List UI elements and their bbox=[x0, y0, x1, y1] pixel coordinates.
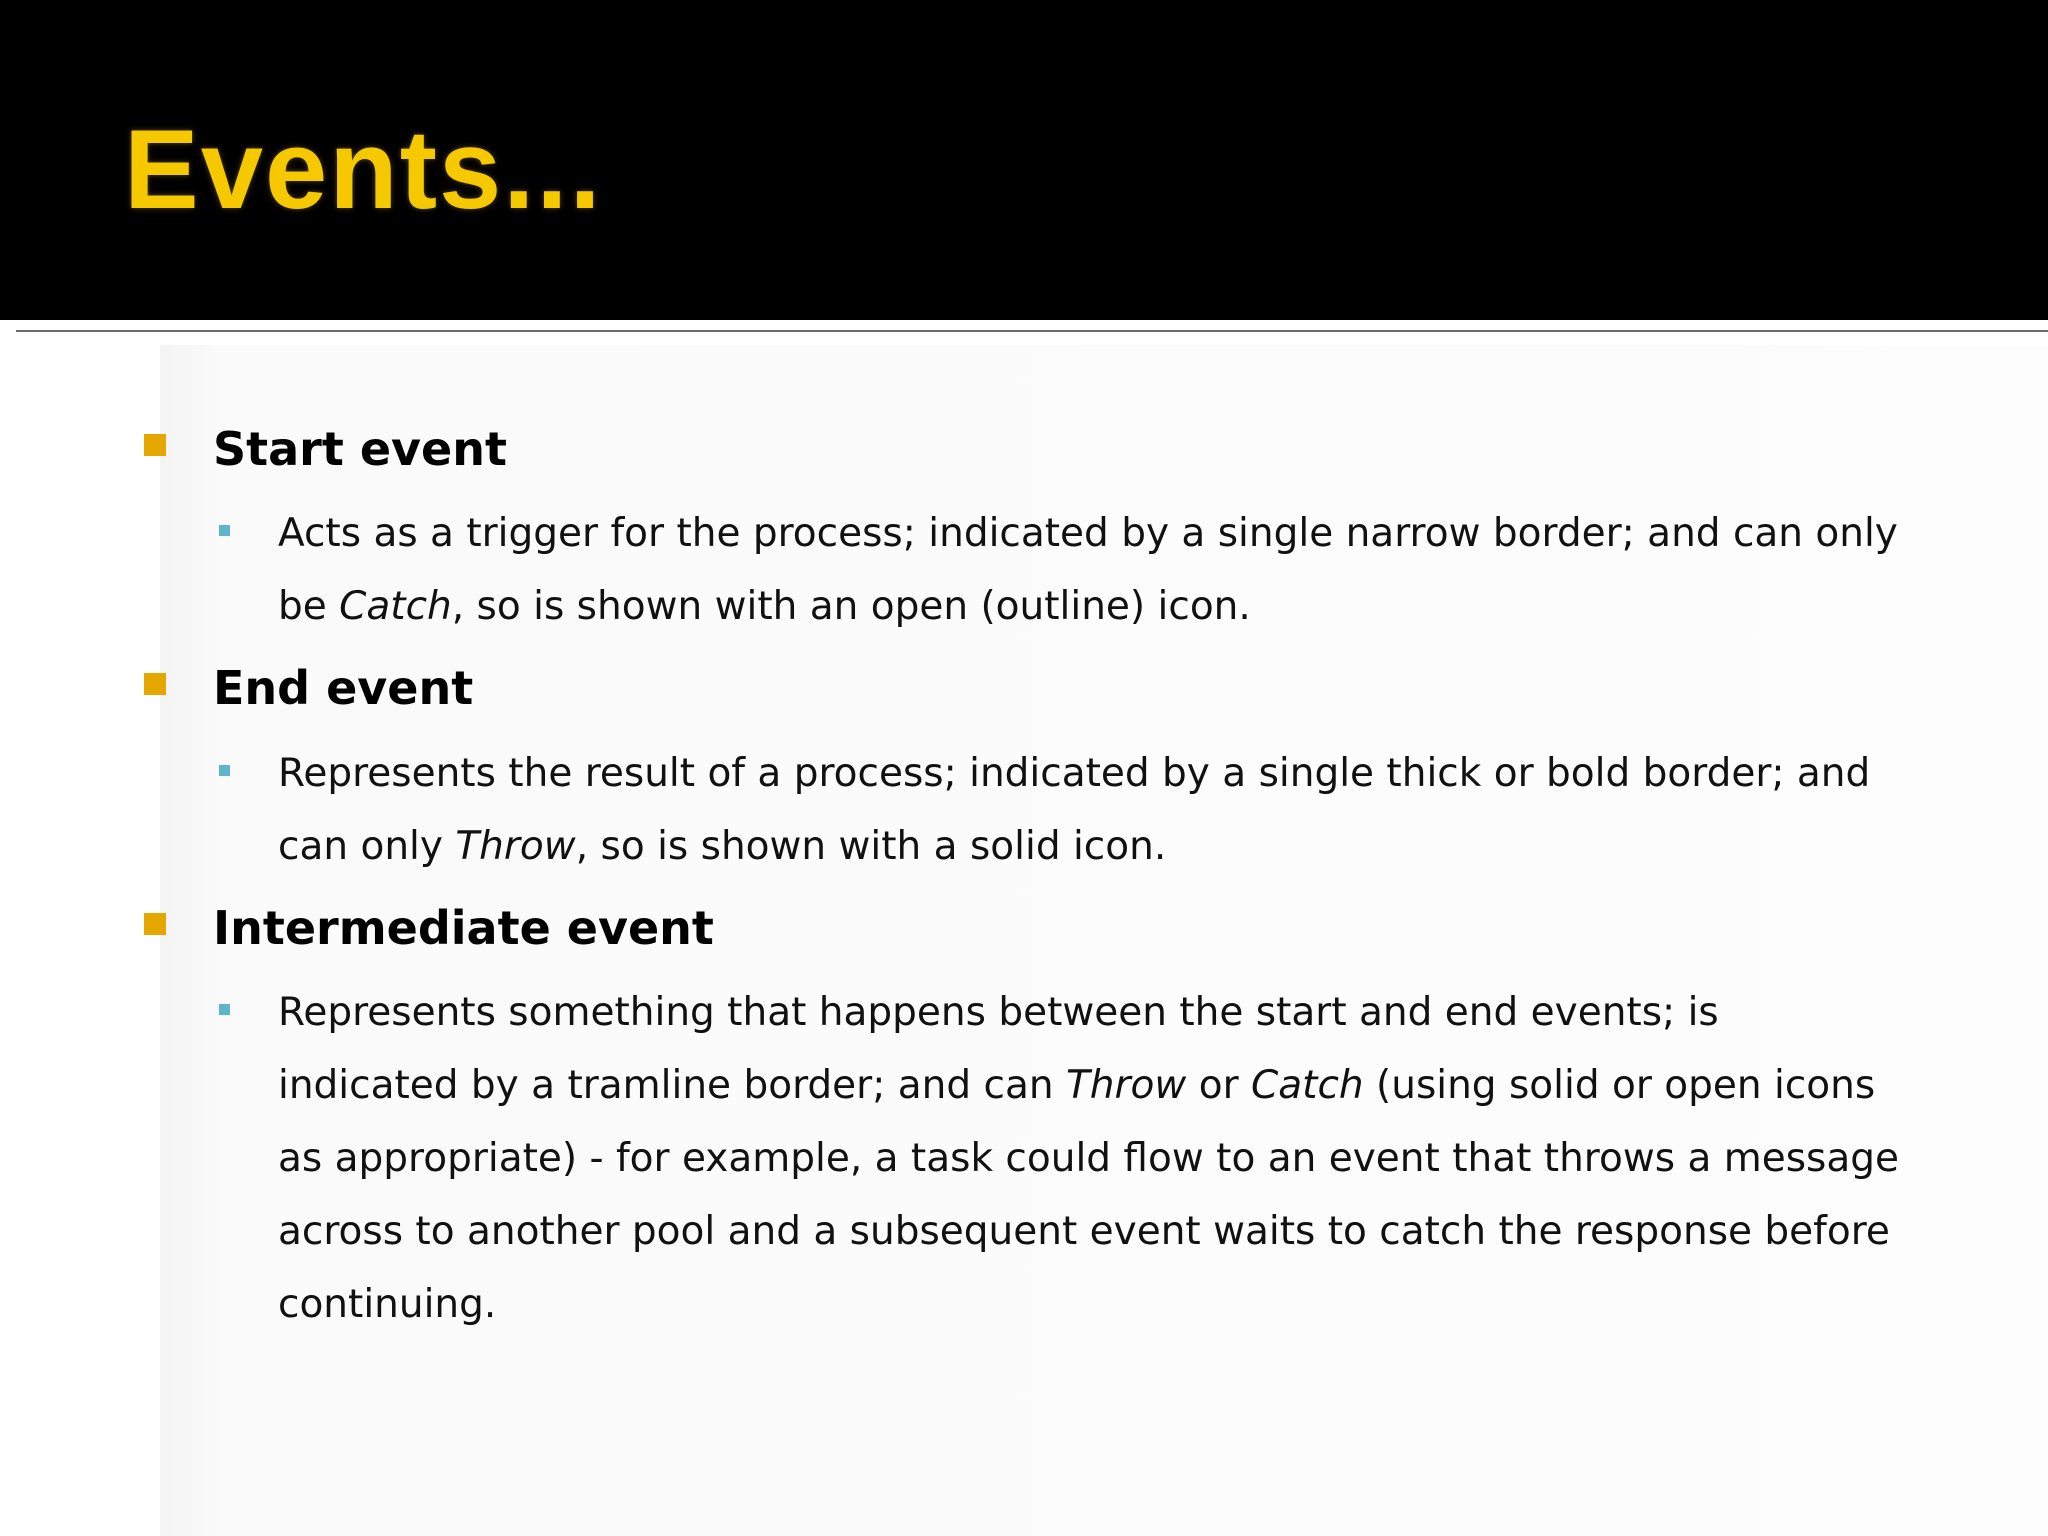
slide-header bbox=[0, 0, 2048, 320]
bullet-body-end-event: Represents the result of a process; indicated by a single thick or bold border; and can only Throw, so is shown with a solid icon. bbox=[278, 751, 1871, 869]
level2-bullet bbox=[219, 525, 230, 536]
bullet-body-intermediate-event: Represents something that happens between the start and end events; is indicated by a tramline border; and can Throw or Catch (using solid or open icons as appropriate) - for example, a task could flow to an event that throws a message across to another pool and a subsequent event waits to catch the response before continuing. bbox=[278, 990, 1900, 1327]
level1-bullet bbox=[144, 434, 166, 456]
level2-bullet bbox=[219, 1004, 230, 1015]
bullet-heading-intermediate-event: Intermediate event bbox=[213, 901, 714, 955]
level1-bullet bbox=[144, 913, 166, 935]
level2-bullet bbox=[219, 765, 230, 776]
bullet-heading-end-event: End event bbox=[213, 661, 474, 715]
bullet-body-start-event: Acts as a trigger for the process; indicated by a single narrow border; and can only be Catch, so is shown with an open (outline) icon. bbox=[278, 511, 1898, 629]
level1-bullet bbox=[144, 673, 166, 695]
header-divider bbox=[16, 330, 2048, 332]
bullet-heading-start-event: Start event bbox=[213, 422, 507, 476]
slide-title: Events... bbox=[124, 107, 603, 232]
